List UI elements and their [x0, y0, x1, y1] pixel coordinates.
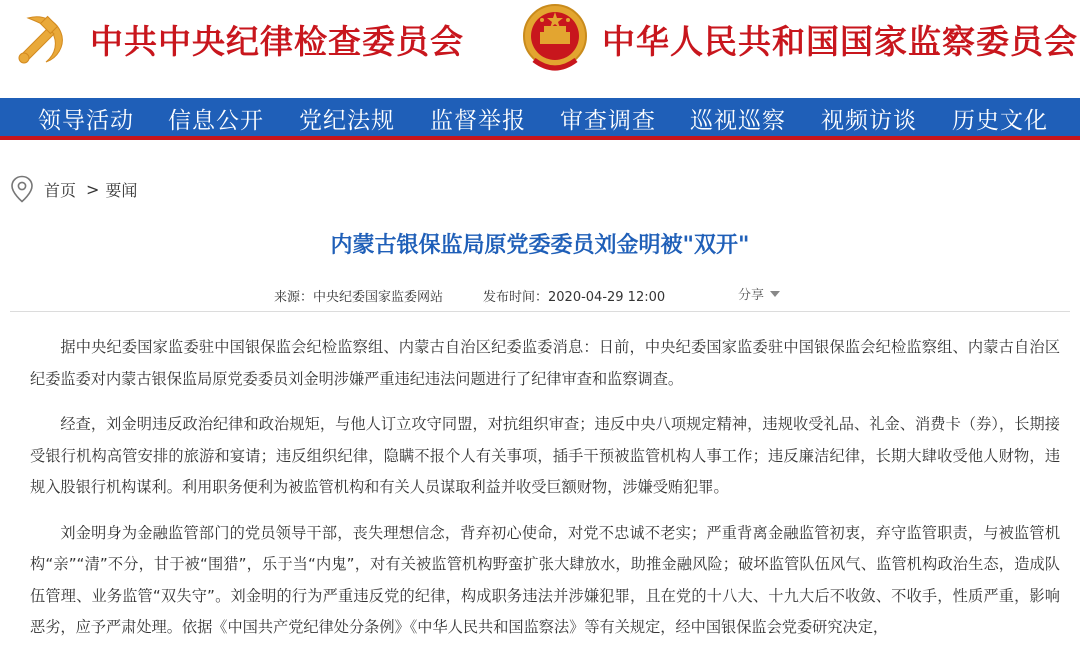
article-meta	[0, 284, 1080, 304]
nav-item-info-disclosure[interactable]: 信息公开	[168, 108, 264, 134]
breadcrumb-home-link[interactable]: 首页	[44, 180, 77, 200]
share-label: 分享	[738, 288, 765, 303]
nav-item-leadership[interactable]: 领导活动	[38, 108, 134, 134]
nav-item-video-interviews[interactable]: 视频访谈	[821, 108, 917, 134]
nav-item-history-culture[interactable]: 历史文化	[952, 108, 1048, 134]
caret-down-icon	[770, 291, 780, 297]
party-emblem-icon	[12, 6, 78, 72]
nav-item-report[interactable]: 监督举报	[430, 108, 526, 134]
cpc-discipline-commission-title[interactable]: 中共中央纪律检查委员会	[90, 22, 464, 61]
breadcrumb	[10, 174, 137, 204]
national-emblem-icon	[520, 2, 590, 74]
nav-item-regulations[interactable]: 党纪法规	[299, 108, 395, 134]
location-pin-icon	[10, 175, 34, 203]
main-nav	[0, 98, 1080, 140]
meta-divider	[10, 311, 1070, 312]
article-publish-time: 发布时间：2020-04-29 12:00	[483, 290, 666, 305]
nav-item-investigation[interactable]: 审查调查	[560, 108, 656, 134]
breadcrumb-separator: >	[86, 179, 100, 199]
article-paragraph: 据中央纪委国家监委驻中国银保监会纪检监察组、内蒙古自治区纪委监委消息：日前，中央纪委国家监委驻中国银保监会纪检监察组、内蒙古自治区纪委监委对内蒙古银保监局原党委委员刘金明涉嫌严重违纪违法问题进行了纪律审查和监察调查。	[30, 338, 1060, 388]
article-source: 来源：中央纪委国家监委网站	[274, 290, 444, 305]
breadcrumb-current-link[interactable]: 要闻	[105, 180, 138, 200]
share-button[interactable]	[738, 284, 780, 303]
article-paragraph: 经查，刘金明违反政治纪律和政治规矩，与他人订立攻守同盟，对抗组织审查；违反中央八项规定精神，违规收受礼品、礼金、消费卡（券），长期接受银行机构高管安排的旅游和宴请；违反组织纪律，隐瞒不报个人有关事项，插手干预被监管机构人事工作；违反廉洁纪律，长期大肆收受他人财物，违规入股银行机构谋利。利用职务便利为被监管机构和有关人员谋取利益并收受巨额财物，涉嫌受贿犯罪。	[30, 415, 1060, 496]
article-body	[30, 332, 1060, 658]
article-paragraph: 刘金明身为金融监管部门的党员领导干部，丧失理想信念，背弃初心使命，对党不忠诚不老实；严重背离金融监管初衷，弃守监管职责，与被监管机构“亲”“清”不分，甘于被“围猎”，乐于当“内鬼”，对有关被监管机构野蛮扩张大肆放水，助推金融风险；破坏监管队伍风气、监管机构政治生态，造成队伍管理、业务监管“双失守”。刘金明的行为严重违反党的纪律，构成职务违法并涉嫌犯罪，且在党的十八大、十九大后不收敛、不收手，性质严重，影响恶劣，应予严肃处理。依据《中国共产党纪律处分条例》《中华人民共和国监察法》等有关规定，经中国银保监会党委研究决定，	[30, 523, 1060, 636]
site-header	[0, 0, 1080, 98]
article-title: 内蒙古银保监局原党委委员刘金明被"双开"	[330, 233, 750, 258]
national-supervisory-commission-title[interactable]: 中华人民共和国国家监察委员会	[602, 22, 1078, 61]
nav-item-inspection[interactable]: 巡视巡察	[690, 108, 786, 134]
